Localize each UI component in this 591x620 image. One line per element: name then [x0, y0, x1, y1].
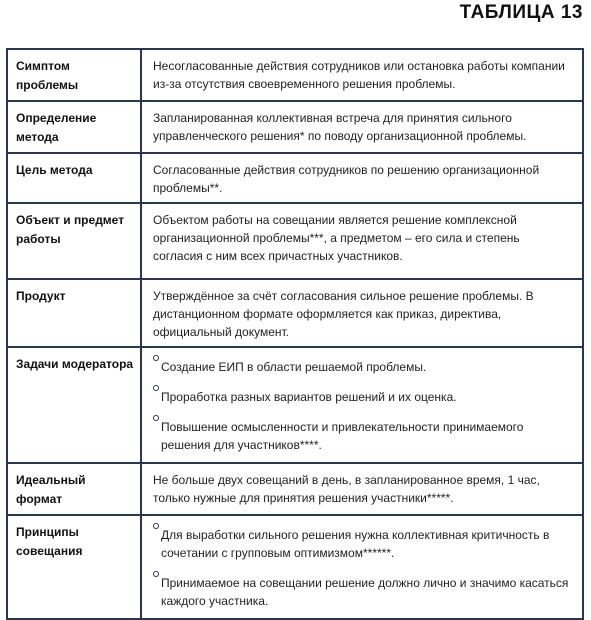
- row-value: Объектом работы на совещании является решение комплексной организационной проблемы***, а предметом – его сила и степень согласия с ним всех причастных участников.: [141, 203, 583, 279]
- bullet-circle-icon: [153, 415, 159, 421]
- table-row: [7, 279, 583, 347]
- bullet-item: [153, 418, 572, 454]
- row-value: Утверждённое за счёт согласования сильное решение проблемы. В дистанционном формате оформляется как приказ, директива, официальный документ.: [141, 279, 583, 347]
- row-key: Задачи модератора: [7, 347, 141, 463]
- row-value: [141, 515, 583, 619]
- table-row: [7, 49, 583, 101]
- row-key: Цель метода: [7, 153, 141, 203]
- row-value: Не больше двух совещаний в день, в запланированное время, 1 час, только нужные для принятия решения участники*****.: [141, 463, 583, 515]
- bullet-text: Для выработки сильного решения нужна коллективная критичность в сочетании с групповым оптимизмом******.: [161, 528, 550, 560]
- row-value: Несогласованные действия сотрудников или остановка работы компании из-за отсутствия своевременного решения проблемы.: [141, 49, 583, 101]
- bullet-item: [153, 358, 572, 376]
- bullet-text: Повышение осмысленности и привлекательности принимаемого решения для участников****.: [161, 420, 524, 452]
- bullet-item: [153, 388, 572, 406]
- row-key: Идеальный формат: [7, 463, 141, 515]
- row-value: [141, 347, 583, 463]
- row-key: Принципы совещания: [7, 515, 141, 619]
- table-row: [7, 101, 583, 153]
- bullet-item: [153, 574, 572, 610]
- table-title: ТАБЛИЦА 13: [459, 2, 583, 23]
- table-row: [7, 203, 583, 279]
- bullet-circle-icon: [153, 523, 159, 529]
- table-row: [7, 463, 583, 515]
- row-key: Продукт: [7, 279, 141, 347]
- row-key: Определение метода: [7, 101, 141, 153]
- bullet-text: Принимаемое на совещании решение должно лично и значимо касаться каждого участника.: [161, 576, 569, 608]
- table-row: [7, 153, 583, 203]
- method-table: [6, 48, 584, 620]
- row-value: Согласованные действия сотрудников по решению организационной проблемы**.: [141, 153, 583, 203]
- bullet-text: Проработка разных вариантов решений и их оценка.: [161, 390, 457, 404]
- table-row: [7, 515, 583, 619]
- row-key: Симптом проблемы: [7, 49, 141, 101]
- bullet-text: Создание ЕИП в области решаемой проблемы.: [161, 360, 427, 374]
- bullet-circle-icon: [153, 571, 159, 577]
- bullet-circle-icon: [153, 385, 159, 391]
- row-value: Запланированная коллективная встреча для принятия сильного управленческого решения* по поводу организационной проблемы.: [141, 101, 583, 153]
- bullet-item: [153, 526, 572, 562]
- bullet-circle-icon: [153, 355, 159, 361]
- row-key: Объект и предмет работы: [7, 203, 141, 279]
- table-row: [7, 347, 583, 463]
